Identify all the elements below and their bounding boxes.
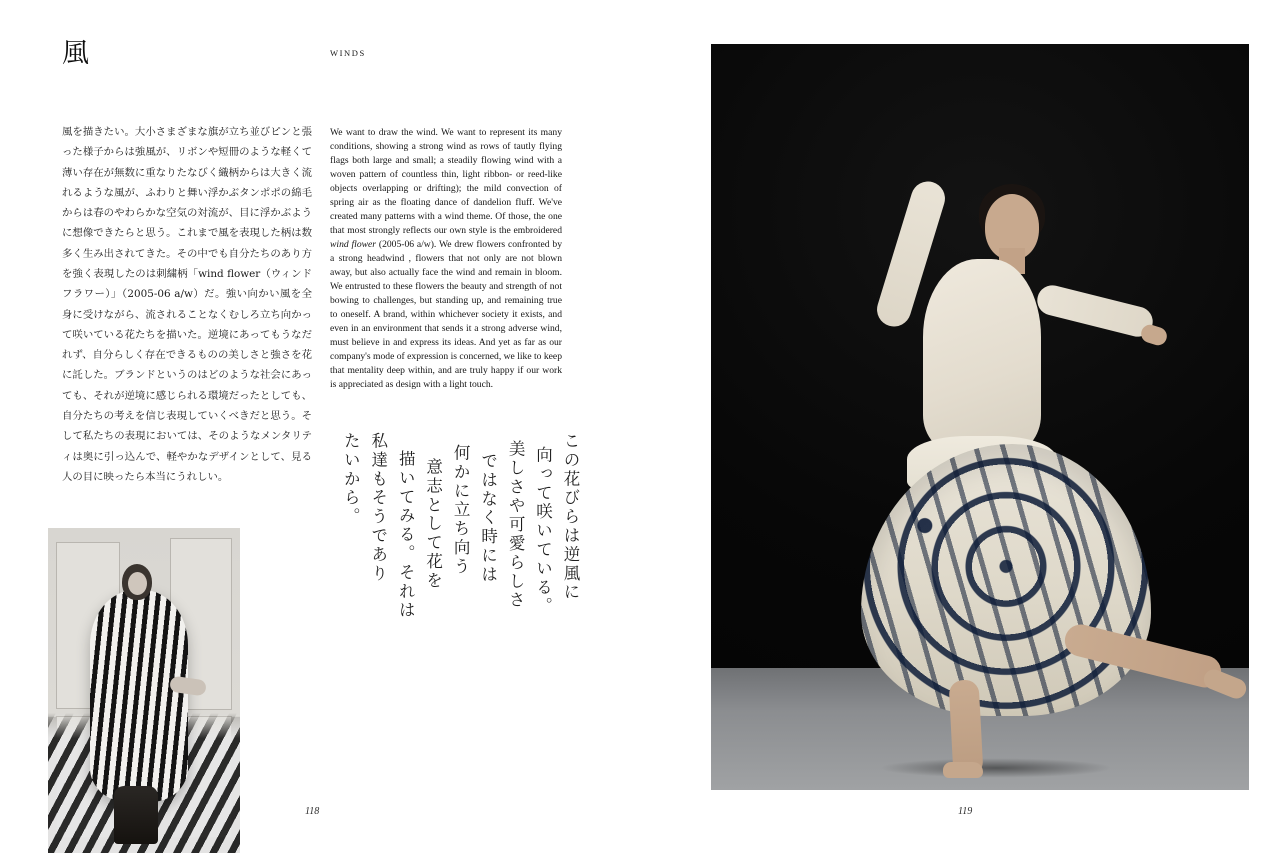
right-page	[640, 0, 1280, 853]
calligraphy-line: 向って咲いている。	[533, 446, 553, 617]
calligraphy-line: 何かに立ち向う	[451, 444, 471, 577]
calligraphy-line: 美しさや可愛らしさ	[506, 440, 526, 611]
folio-right: 119	[958, 806, 973, 817]
dancer-embroidered-skirt	[861, 444, 1151, 716]
dancer-extended-foot	[1201, 666, 1249, 701]
dancer-torso-blouse	[923, 259, 1041, 454]
figure-coat	[90, 590, 188, 802]
figure-face	[128, 572, 147, 595]
running-head: WINDS	[330, 48, 366, 58]
dancer-standing-foot	[943, 762, 983, 778]
calligraphy-line: この花びらは逆風に	[561, 432, 580, 603]
calligraphy-line: たいから。	[341, 432, 361, 527]
english-body-text	[330, 126, 562, 392]
japanese-body-text: 風を描きたい。大小さまざまな旗が立ち並びピンと張った様子からは強風が、リボンや短冊のような軽くて薄い存在が無数に重なりたなびく織柄からは大きく流れるような風が、ふわりと舞い浮かぶタンポポの綿毛からは春のやわらかな空気の対流が、目に浮かぶように想像できたらと思う。これまで風を表現した柄は数多く生み出されてきた。その中でも自分たちのあり方を強く表現したのは刺繍柄「wind flower（ウィンドフラワー）」（2005-06 a/w）だ。強い向かい風を全身に受けながら、流されることなくむしろ立ち向かって咲いている花たちを描いた。逆境にあってもうなだれず、自分らしく存在できるものの美しさと強さを花に託した。ブランドというのはどのような社会にあっても、それが逆境に感じられる環境だったとしても、自分たちの考えを信じ表現していくべきだと思う。そして私たちの表現においては、そのようなメンタリティは奥に引っ込んで、軽やかなデザインとして、見る人の目に映ったら本当にうれしい。	[62, 126, 312, 483]
page-title-kanji: 風	[62, 38, 89, 69]
photo-black-and-white-coat	[48, 528, 240, 853]
folio-left: 118	[305, 806, 320, 817]
dancer-right-hand	[1139, 322, 1169, 347]
calligraphy-line: 意志として花を	[423, 458, 443, 591]
dancer-figure	[711, 44, 1249, 790]
english-body-part-1: We want to draw the wind. We want to represent its many conditions, showing a strong wind as rows of tautly flying flags both large and small; a steadily flowing wind with a woven pattern of countless thin, light ribbon- or reed-like objects overlapping or drifting); the mild convection of spring air as the floating dance of dandelion fluff. We've created many patterns with a wind theme. Of those, the one that most strongly reflects our own style is the embroidered	[330, 127, 562, 236]
calligraphy-block	[322, 432, 580, 732]
photo-dancer	[711, 44, 1249, 790]
calligraphy-line: ではなく時には	[478, 452, 498, 585]
dancer-right-arm	[1034, 282, 1156, 340]
calligraphy-line: 描いてみる。それは	[396, 450, 416, 621]
calligraphy-line: 私達もそうであり	[368, 432, 388, 584]
english-italic-term: wind flower	[330, 239, 377, 250]
english-body-part-2: (2005-06 a/w). We drew flowers confronted by a strong headwind , flowers that not only are not blown away, but also actually face the wind and remain in bloom. We entrusted to these flowers the beauty and strength of not bowing to challenges, but standing up, and remaining true to oneself. A brand, within whichever society it exists, and even in an environment that sends it a strong adverse wind, must believe in and express its ideas. And yet as far as our company's mode of expression is concerned, we like to keep that mentality deep within, and are truly happy if our work is appreciated as design with a light touch.	[330, 239, 562, 390]
figure-legs	[114, 786, 158, 844]
